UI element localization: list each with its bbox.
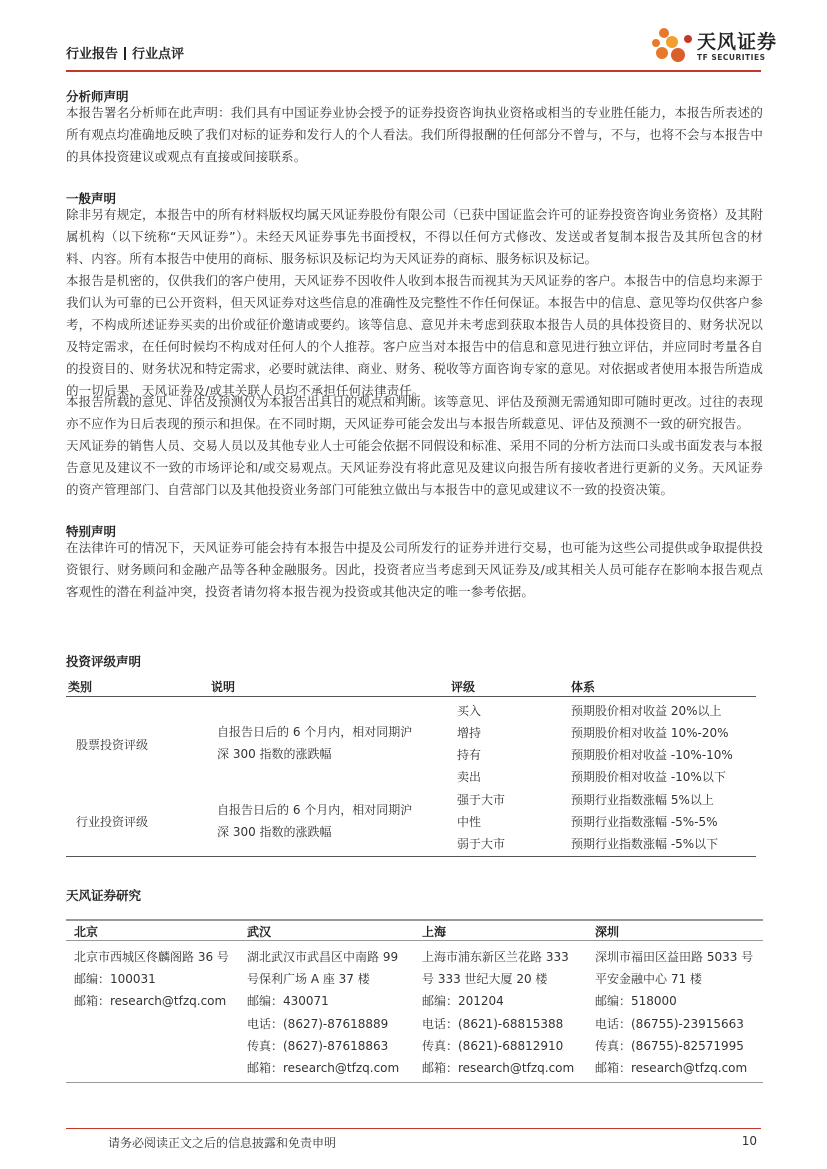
col-header-system: 体系: [571, 680, 596, 694]
office-line: 邮箱：research@tfzq.com: [247, 1061, 400, 1075]
rating-system: 预期股价相对收益 -10%-10%: [571, 748, 733, 762]
header-divider: [66, 70, 761, 72]
office-line: 邮箱：research@tfzq.com: [422, 1061, 575, 1075]
rating-desc-line: 深 300 指数的涨跌幅: [217, 747, 332, 761]
general-title: 一般声明: [66, 191, 117, 206]
office-line: 电话：(8627)-87618889: [247, 1017, 389, 1031]
category-label: 行业报告: [66, 47, 119, 62]
rating-grade: 中性: [457, 815, 482, 829]
rating-grade: 买入: [457, 704, 482, 718]
rating-grade: 增持: [457, 726, 482, 740]
rating-grade: 卖出: [457, 770, 482, 784]
office-line: 号 333 世纪大厦 20 楼: [422, 972, 548, 986]
rating-system: 预期行业指数涨幅 5%以上: [571, 793, 714, 807]
rating-bottom-rule: [66, 856, 756, 857]
col-header-category: 类别: [68, 680, 93, 694]
office-city: 深圳: [595, 925, 620, 939]
rating-title: 投资评级声明: [66, 654, 142, 669]
rating-grade: 弱于大市: [457, 837, 506, 851]
office-city: 北京: [74, 925, 99, 939]
rating-grade: 持有: [457, 748, 482, 762]
office-line: 传真：(8627)-87618863: [247, 1039, 389, 1053]
rating-category: 股票投资评级: [76, 738, 149, 752]
rating-system: 预期股价相对收益 10%-20%: [571, 726, 729, 740]
rating-header-rule: [66, 696, 756, 697]
rating-table-header: [66, 676, 756, 696]
office-line: 传真：(8621)-68812910: [422, 1039, 564, 1053]
rating-system: 预期股价相对收益 -10%以下: [571, 770, 726, 784]
office-line: 邮编：201204: [422, 994, 504, 1008]
office-city: 武汉: [247, 925, 272, 939]
rating-system: 预期股价相对收益 20%以上: [571, 704, 722, 718]
general-paragraph-1: 除非另有规定，本报告中的所有材料版权均属天风证券股份有限公司（已获中国证监会许可的证券投资咨询业务资格）及其附属机构（以下统称“天风证券”）。未经天风证券事先书面授权，不得以任何方式修改、发送或者复制本报告及其所包含的材料、内容。所有本报告中使用的商标、服务标识及标记均为天风证券的商标、服务标识及标记。: [66, 207, 763, 266]
special-title: 特别声明: [66, 524, 117, 539]
general-paragraph-2: 本报告是机密的，仅供我们的客户使用，天风证券不因收件人收到本报告而视其为天风证券的客户。本报告中的信息均来源于我们认为可靠的已公开资料，但天风证券对这些信息的准确性及完整性不作任何保证。本报告中的信息、意见等均仅供客户参考，不构成所述证券买卖的出价或征价邀请或要约。该等信息、意见并未考虑到获取本报告人员的具体投资目的、财务状况以及特定需求，在任何时候均不构成对任何人的个人推荐。客户应当对本报告中的信息和意见进行独立评估，并应同时考量各自的投资目的、财务状况和特定需求，必要时就法律、商业、财务、税收等方面咨询专家的意见。对依据或者使用本报告所造成的一切后果，天风证券及/或其关联人员均不承担任何法律责任。: [66, 273, 763, 398]
rating-desc-line: 自报告日后的 6 个月内，相对同期沪: [217, 725, 413, 739]
logo-subtitle: TF SECURITIES: [697, 53, 766, 62]
office-line: 邮箱：research@tfzq.com: [74, 994, 227, 1008]
office-line: 号保利广场 A 座 37 楼: [247, 972, 370, 986]
general-paragraph-4: 天风证券的销售人员、交易人员以及其他专业人士可能会依据不同假设和标准、采用不同的分析方法而口头或书面发表与本报告意见及建议不一致的市场评论和/或交易观点。天风证券没有将此意见及建议向报告所有接收者进行更新的义务。天风证券的资产管理部门、自营部门以及其他投资业务部门可能独立做出与本报告中的意见或建议不一致的投资决策。: [66, 438, 763, 497]
office-line: 传真：(86755)-82571995: [595, 1039, 744, 1053]
office-header-rule: [66, 940, 763, 941]
office-line: 电话：(8621)-68815388: [422, 1017, 564, 1031]
subcategory-label: 行业点评: [132, 47, 185, 62]
office-line: 邮编：518000: [595, 994, 677, 1008]
office-line: 深圳市福田区益田路 5033 号: [595, 950, 754, 964]
rating-grade: 强于大市: [457, 793, 506, 807]
footer-divider: [66, 1128, 761, 1129]
special-text: 在法律许可的情况下，天风证券可能会持有本报告中提及公司所发行的证券并进行交易，也可能为这些公司提供或争取提供投资银行、财务顾问和金融产品等各种金融服务。因此，投资者应当考虑到天风证券及/或其相关人员可能存在影响本报告观点客观性的潜在利益冲突，投资者请勿将本报告视为投资或其他决定的唯一参考依据。: [66, 540, 763, 599]
rating-desc-line: 自报告日后的 6 个月内，相对同期沪: [217, 803, 413, 817]
office-city: 上海: [422, 925, 447, 939]
office-line: 邮编：430071: [247, 994, 329, 1008]
col-header-grade: 评级: [451, 680, 476, 694]
footer-notice: 请务必阅读正文之后的信息披露和免责申明: [108, 1136, 337, 1150]
header-separator: [124, 47, 126, 60]
office-line: 北京市西城区佟麟阁路 36 号: [74, 950, 229, 964]
col-header-desc: 说明: [211, 680, 236, 694]
logo-name: 天风证券: [697, 31, 778, 53]
rating-category: 行业投资评级: [76, 815, 149, 829]
office-line: 湖北武汉市武昌区中南路 99: [247, 950, 399, 964]
page-number: 10: [741, 1134, 757, 1148]
office-line: 邮编：100031: [74, 972, 156, 986]
report-category: [66, 43, 184, 62]
office-line: 电话：(86755)-23915663: [595, 1017, 744, 1031]
office-bottom-rule: [66, 1082, 763, 1083]
office-line: 邮箱：research@tfzq.com: [595, 1061, 748, 1075]
rating-system: 预期行业指数涨幅 -5%-5%: [571, 815, 718, 829]
rating-desc-line: 深 300 指数的涨跌幅: [217, 825, 332, 839]
analyst-title: 分析师声明: [66, 89, 129, 104]
office-line: 平安金融中心 71 楼: [595, 972, 702, 986]
office-top-rule: [66, 919, 763, 921]
general-paragraph-3: 本报告所载的意见、评估及预测仅为本报告出具日的观点和判断。该等意见、评估及预测无需通知即可随时更改。过往的表现亦不应作为日后表现的预示和担保。在不同时期，天风证券可能会发出与本报告所载意见、评估及预测不一致的研究报告。: [66, 394, 763, 431]
rating-system: 预期行业指数涨幅 -5%以下: [571, 837, 719, 851]
research-title: 天风证券研究: [66, 888, 142, 903]
office-line: 上海市浦东新区兰花路 333: [422, 950, 569, 964]
analyst-text: 本报告署名分析师在此声明：我们具有中国证券业协会授予的证券投资咨询执业资格或相当的专业胜任能力，本报告所表述的所有观点均准确地反映了我们对标的证券和发行人的个人看法。我们所得报酬的任何部分不曾与，不与，也将不会与本报告中的具体投资建议或观点有直接或间接联系。: [66, 105, 763, 164]
rating-table: [66, 676, 756, 851]
